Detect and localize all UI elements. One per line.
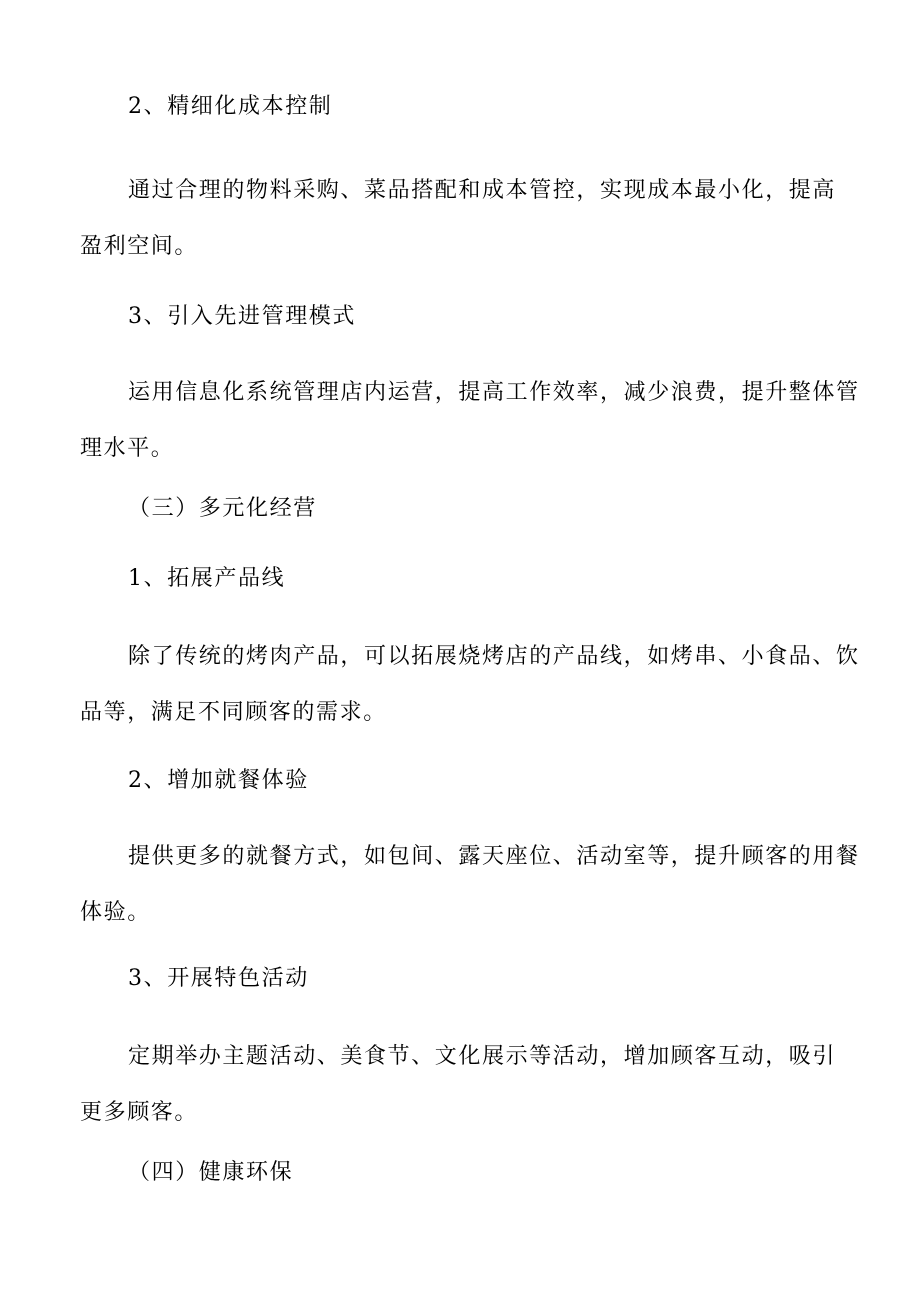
heading-management-mode: 3、引入先进管理模式 [128, 304, 356, 329]
paragraph-line: 体验。 [80, 900, 151, 925]
paragraph-line: 更多顾客。 [80, 1100, 199, 1125]
paragraph-line: 除了传统的烤肉产品，可以拓展烧烤店的产品线，如烤串、小食品、饮 [128, 644, 860, 669]
section-title-diversified: （三）多元化经营 [128, 496, 317, 521]
paragraph-line: 理水平。 [80, 436, 175, 461]
heading-dining-experience: 2、增加就餐体验 [128, 768, 309, 793]
paragraph-line: 盈利空间。 [80, 234, 199, 259]
heading-cost-control: 2、精细化成本控制 [128, 94, 333, 119]
heading-product-line: 1、拓展产品线 [128, 566, 286, 591]
paragraph-line: 定期举办主题活动、美食节、文化展示等活动，增加顾客互动，吸引 [128, 1044, 837, 1069]
paragraph-line: 品等，满足不同顾客的需求。 [80, 700, 387, 725]
paragraph-line: 提供更多的就餐方式，如包间、露天座位、活动室等，提升顾客的用餐 [128, 844, 860, 869]
heading-special-events: 3、开展特色活动 [128, 966, 309, 991]
section-title-health-eco: （四）健康环保 [128, 1160, 294, 1185]
paragraph-line: 通过合理的物料采购、菜品搭配和成本管控，实现成本最小化，提高 [128, 178, 837, 203]
paragraph-line: 运用信息化系统管理店内运营，提高工作效率，减少浪费，提升整体管 [128, 380, 860, 405]
